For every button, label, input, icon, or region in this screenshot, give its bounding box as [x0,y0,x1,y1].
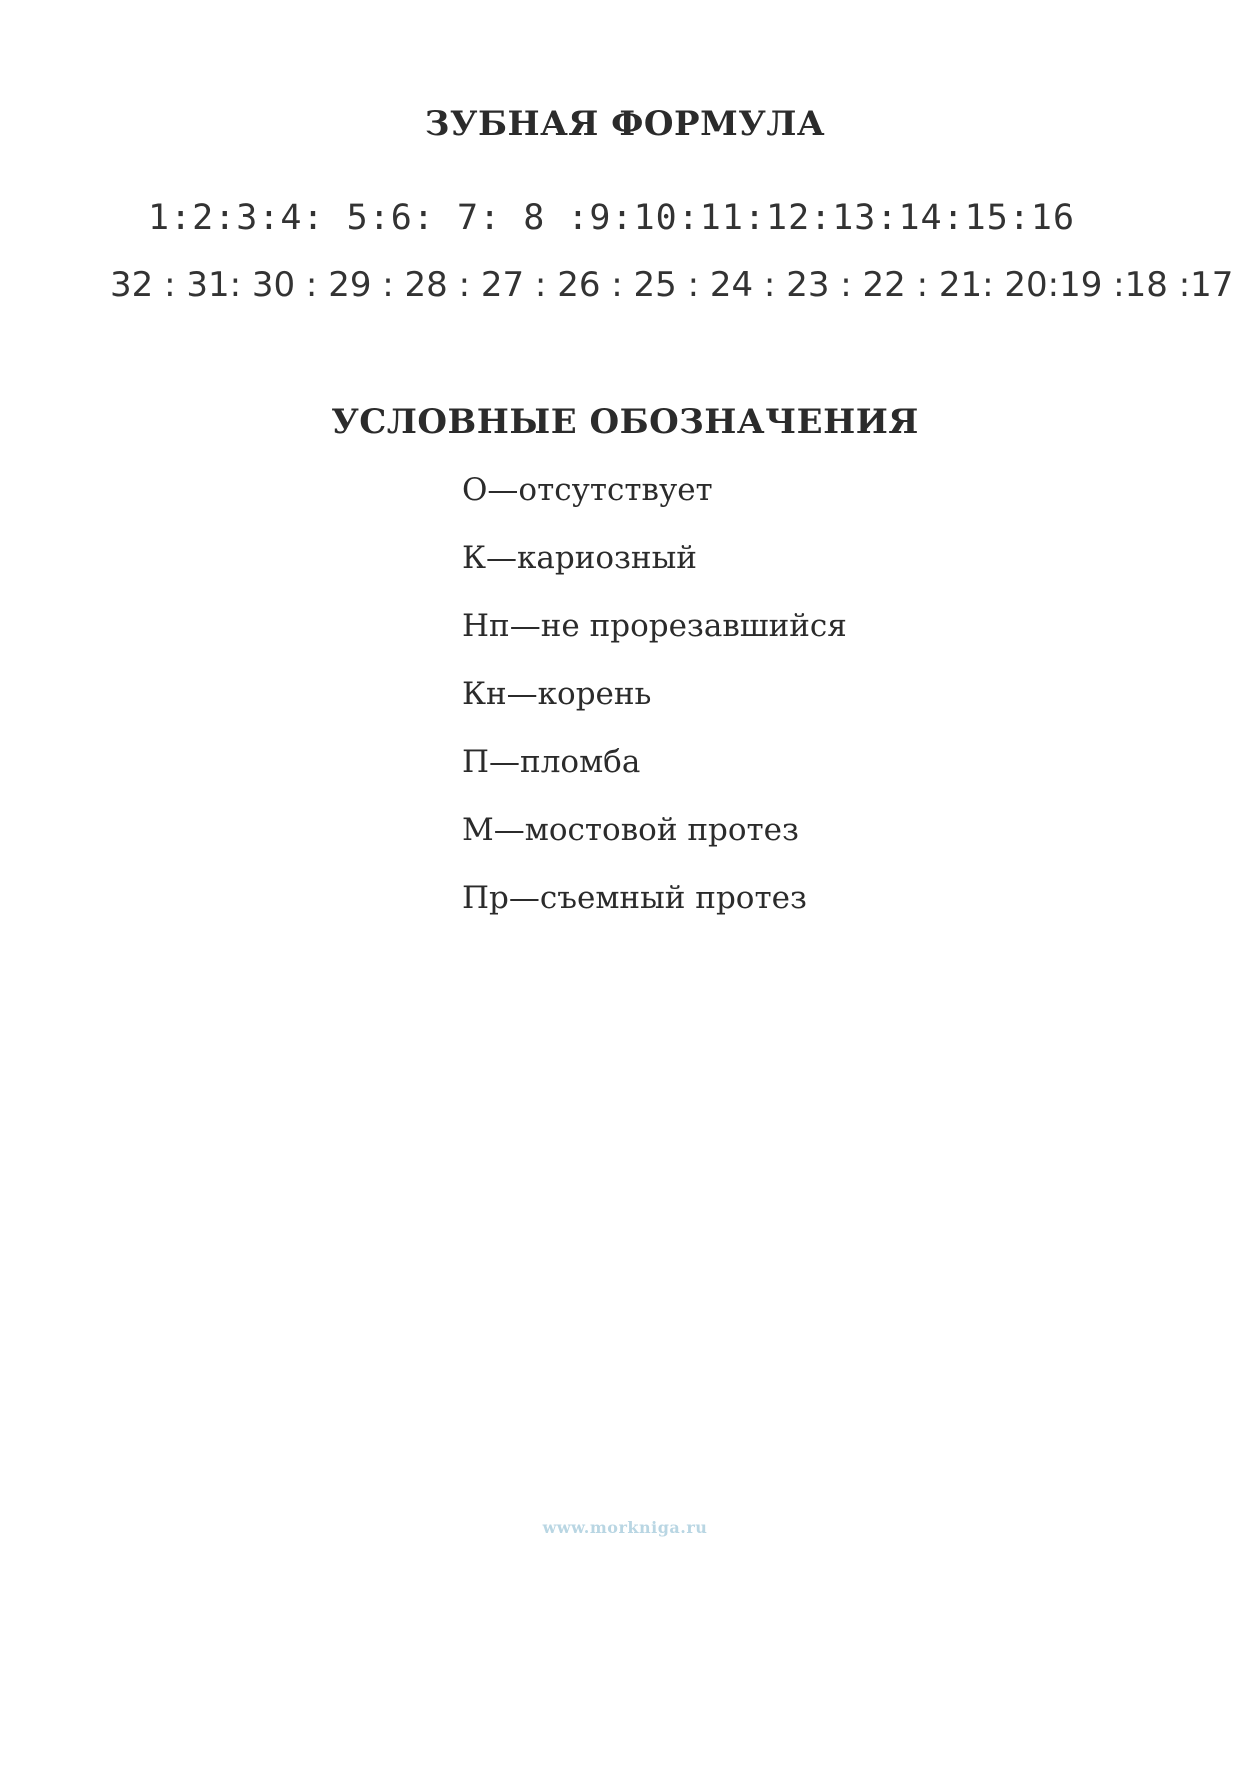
dental-formula-title: ЗУБНАЯ ФОРМУЛА [424,104,826,144]
legend-code: М [462,812,494,848]
legend-title: УСЛОВНЫЕ ОБОЗНАЧЕНИЯ [331,402,919,442]
upper-jaw-row: 1:2:3:4: 5:6: 7: 8 :9:10:11:12:13:14:15:16 [148,198,1076,238]
legend-item [462,676,847,744]
legend-code: О [462,472,488,508]
legend-code: П [462,744,490,780]
legend-separator: — [506,676,538,712]
lower-jaw-row: 32 : 31: 30 : 29 : 28 : 27 : 26 : 25 : 24 : 23 : 22 : 21: 20:19 :18 :17 [110,265,1234,305]
legend-code: К [462,540,486,576]
legend-separator: — [486,540,517,576]
legend-separator: — [489,744,521,780]
legend-item [462,880,847,948]
watermark-url: www.morkniga.ru [542,1518,708,1537]
legend-meaning: кариозный [517,540,697,576]
legend-item [462,744,847,812]
legend-separator: — [508,880,540,916]
legend-list [462,472,847,948]
legend-item [462,608,847,676]
legend-code: Нп [462,608,510,644]
legend-code: Пр [462,880,509,916]
legend-code: Кн [462,676,507,712]
legend-meaning: не прорезавшийся [540,608,847,644]
legend-separator: — [509,608,541,644]
legend-meaning: пломба [520,744,641,780]
legend-item [462,812,847,880]
legend-separator: — [487,472,519,508]
legend-separator: — [493,812,525,848]
legend-meaning: отсутствует [518,472,713,508]
legend-item [462,540,847,608]
legend-meaning: мостовой протез [524,812,799,848]
legend-item [462,472,847,540]
legend-meaning: съемный протез [539,880,807,916]
legend-meaning: корень [537,676,652,712]
